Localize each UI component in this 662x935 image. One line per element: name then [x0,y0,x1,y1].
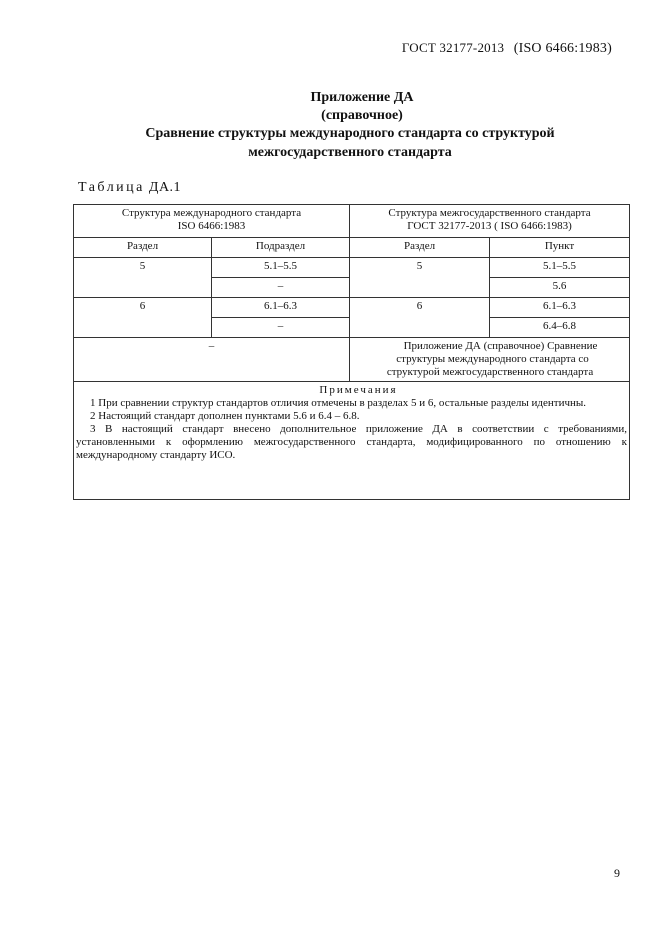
annex-heading-line1: Сравнение структуры международного стандарта со структурой [145,126,555,141]
note-1: 1 При сравнении структур стандартов отличия отмечены в разделах 5 и 6, остальные разделы идентичны. [90,397,587,409]
group-header-interstate-line2: ГОСТ 32177-2013 ( ISO 6466:1983) [407,220,572,232]
page-number: 9 [614,866,620,880]
notes-label: Примечания [319,384,398,396]
annex-name: Приложение ДА [310,90,414,105]
cell-point: 6.1–6.3 [490,298,630,318]
group-header-international-line2: ISO 6466:1983 [177,220,246,232]
group-header-international [74,205,350,238]
annex-right-line2: структуры международного стандарта со [396,353,589,365]
annex-right-line3: структурой межгосударственного стандарта [386,366,594,378]
col-header-subsection: Подраздел [212,238,350,258]
gost-designation: ГОСТ 32177-2013 [401,40,505,55]
cell-annex-right [350,338,630,382]
table-row-annex [74,338,630,382]
table-group-header-row [74,205,630,238]
cell-subsection: – [212,318,350,338]
iso-designation: (ISO 6466:1983) [513,41,612,56]
comparison-table [73,204,630,500]
table-row [74,298,630,318]
cell-section-left: 6 [74,298,212,338]
table-caption [78,180,181,196]
note-2: 2 Настоящий стандарт дополнен пунктами 5.6 и 6.4 – 6.8. [90,410,360,422]
table-caption-word: Таблица [78,180,145,195]
col-header-point: Пункт [490,238,630,258]
annex-status: (справочное) [321,108,403,123]
cell-point: 5.6 [490,278,630,298]
group-header-international-line1: Структура международного стандарта [121,207,302,219]
cell-section-left: 5 [74,258,212,298]
col-header-section-left: Раздел [74,238,212,258]
group-header-interstate [350,205,630,238]
group-header-interstate-line1: Структура межгосударственного стандарта [388,207,591,219]
page-header [402,40,612,57]
table-row [74,258,630,278]
cell-section-right: 6 [350,298,490,338]
note-3: 3 В настоящий стандарт внесено дополнительное приложение ДА в соответствии с требованиями, установленными к оформлению межгосударственного стандарта, модифицированного по отношению к международному стандарту ИСО. [76,423,628,461]
table-column-header-row [74,238,630,258]
table-notes-row [74,382,630,500]
col-header-section-right: Раздел [350,238,490,258]
cell-subsection: 5.1–5.5 [212,258,350,278]
cell-section-right: 5 [350,258,490,298]
annex-right-line1: Приложение ДА (справочное) Сравнение [403,340,598,352]
annex-heading-line2: межгосударственного стандарта [248,145,452,160]
cell-annex-left: – [74,338,350,382]
cell-subsection: 6.1–6.3 [212,298,350,318]
cell-subsection: – [212,278,350,298]
cell-point: 6.4–6.8 [490,318,630,338]
notes-cell [74,382,630,500]
cell-point: 5.1–5.5 [490,258,630,278]
table-caption-number: ДА.1 [148,180,182,195]
